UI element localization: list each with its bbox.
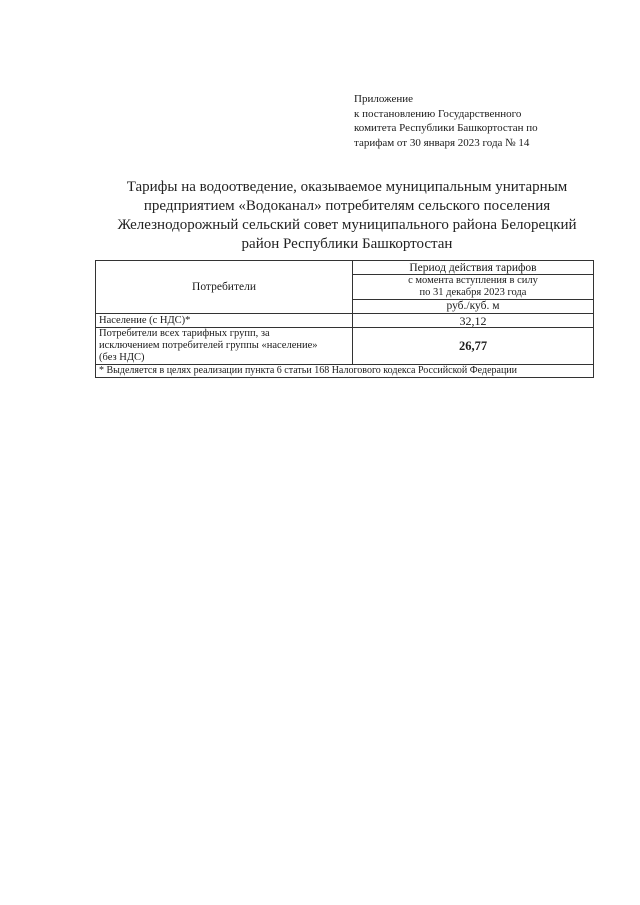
title-line: Железнодорожный сельский совет муниципального района Белорецкий (117, 217, 577, 233)
consumer-label-line: исключением потребителей группы «население» (99, 340, 318, 351)
consumer-label (96, 328, 353, 365)
appendix-line: комитета Республики Башкортостан по (354, 122, 538, 134)
period-range (353, 275, 594, 299)
table-row (96, 314, 594, 328)
document-title (100, 178, 594, 254)
consumer-label: Население (с НДС)* (96, 314, 353, 328)
appendix-line: к постановлению Государственного (354, 107, 522, 120)
title-line: предприятием «Водоканал» потребителям сельского поселения (143, 198, 551, 214)
consumer-label-line: Потребители всех тарифных групп, за (99, 328, 270, 339)
period-to: по 31 декабря 2023 года (419, 286, 527, 298)
period-header: Период действия тарифов (353, 261, 594, 275)
title-line: район Республики Башкортостан (241, 236, 453, 252)
appendix-line: тарифам от 30 января 2023 года № 14 (354, 136, 530, 149)
tariff-value: 26,77 (353, 328, 594, 365)
appendix-line: Приложение (354, 93, 414, 105)
tariff-value: 32,12 (353, 314, 594, 328)
table-header-row (96, 261, 594, 275)
unit-label: руб./куб. м (353, 299, 594, 313)
tariff-table (95, 260, 594, 378)
appendix-reference (354, 92, 584, 150)
title-line: Тарифы на водоотведение, оказываемое муниципальным унитарным (126, 179, 568, 195)
table-row (96, 328, 594, 365)
footnote-row (96, 365, 594, 378)
consumers-column-header: Потребители (96, 261, 353, 314)
period-from: с момента вступления в силу (408, 275, 538, 287)
consumer-label-line: (без НДС) (99, 352, 145, 363)
footnote: * Выделяется в целях реализации пункта 6 статьи 168 Налогового кодекса Российской Федерации (96, 365, 594, 378)
